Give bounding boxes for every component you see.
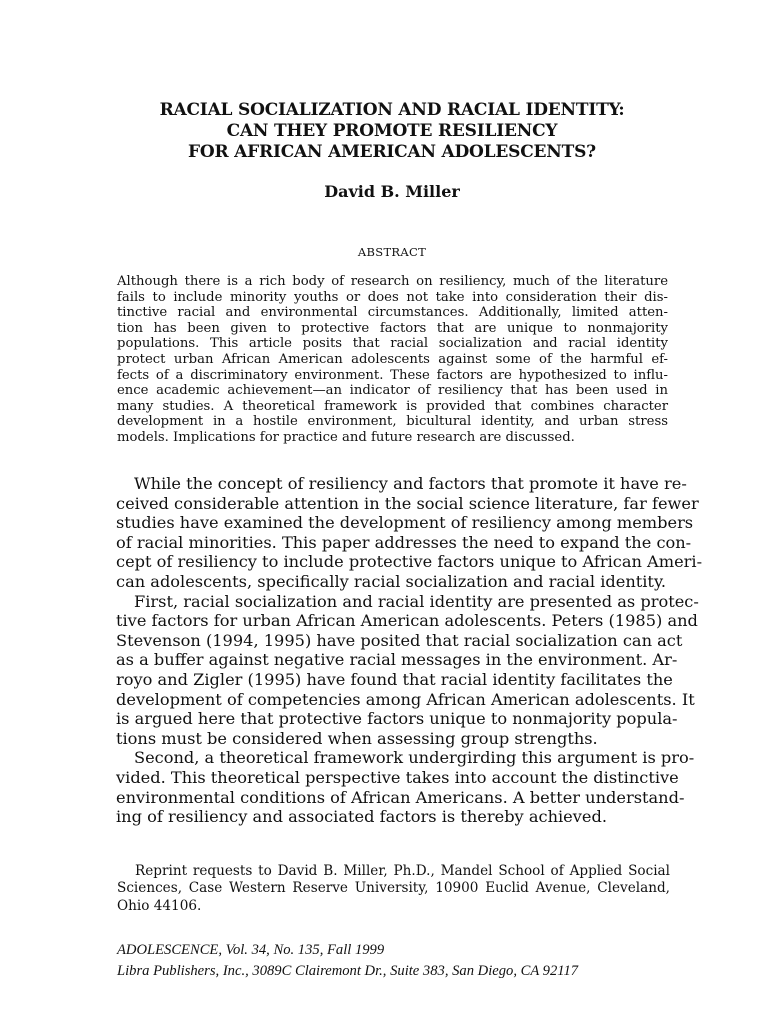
body-line: environmental conditions of African Americans. A better understand-	[116, 787, 685, 807]
body-line: Stevenson (1994, 1995) have posited that racial socialization can act	[116, 630, 683, 650]
abstract-line: fects of a discriminatory environment. These factors are hypothesized to influ-	[117, 367, 668, 383]
author-name: David B. Miller	[324, 182, 460, 201]
title-line: FOR AFRICAN AMERICAN ADOLESCENTS?	[188, 142, 596, 162]
body-line: tive factors for urban African American adolescents. Peters (1985) and	[116, 611, 698, 631]
journal-issue: ADOLESCENCE, Vol. 34, No. 135, Fall 1999	[117, 942, 385, 958]
body-line: as a buffer against negative racial messages in the environment. Ar-	[116, 650, 678, 670]
abstract-line: populations. This article posits that racial socialization and racial identity	[117, 336, 668, 352]
abstract-line: models. Implications for practice and future research are discussed.	[117, 429, 575, 445]
body-line: studies have examined the development of resiliency among members	[116, 513, 694, 533]
body-line: development of competencies among African American adolescents. It	[116, 689, 695, 709]
abstract-line: tion has been given to protective factors that are unique to nonmajority	[117, 320, 668, 336]
abstract-line: ence academic achievement—an indicator of resiliency that has been used in	[117, 383, 668, 399]
abstract-line: protect urban African American adolescents against some of the harmful ef-	[117, 351, 668, 367]
body-line: ceived considerable attention in the social science literature, far fewer	[116, 493, 699, 513]
title-line: RACIAL SOCIALIZATION AND RACIAL IDENTITY:	[159, 100, 625, 120]
journal-citation	[117, 940, 677, 982]
abstract-line: tinctive racial and environmental circumstances. Additionally, limited atten-	[117, 305, 668, 321]
reprint-footnote	[117, 863, 670, 915]
body-line: of racial minorities. This paper addresses the need to expand the con-	[116, 532, 692, 552]
abstract-text	[117, 274, 668, 446]
body-line: royo and Zigler (1995) have found that racial identity facilitates the	[116, 669, 673, 689]
body-line: vided. This theoretical perspective takes into account the distinctive	[116, 767, 679, 787]
body-text	[116, 474, 703, 827]
body-line: tions must be considered when assessing group strengths.	[116, 728, 598, 748]
footnote-line: Reprint requests to David B. Miller, Ph.D., Mandel School of Applied Social	[135, 863, 670, 879]
publisher-address: Libra Publishers, Inc., 3089C Clairemont Dr., Suite 383, San Diego, CA 92117	[117, 963, 579, 979]
body-line: ing of resiliency and associated factors is thereby achieved.	[116, 807, 607, 827]
title-line: CAN THEY PROMOTE RESILIENCY	[226, 121, 558, 141]
abstract-heading: ABSTRACT	[357, 245, 427, 259]
abstract-line: fails to include minority youths or does not take into consideration their dis-	[117, 289, 668, 305]
abstract-line: Although there is a rich body of research on resiliency, much of the literature	[117, 274, 668, 289]
body-line: is argued here that protective factors unique to nonmajority popula-	[116, 709, 678, 729]
body-line: cept of resiliency to include protective factors unique to African Ameri-	[116, 552, 703, 572]
body-line: First, racial socialization and racial identity are presented as protec-	[134, 591, 699, 611]
abstract-line: development in a hostile environment, bicultural identity, and urban stress	[117, 414, 668, 430]
body-line: Second, a theoretical framework undergirding this argument is pro-	[134, 748, 695, 768]
footnote-line: Ohio 44106.	[117, 897, 202, 914]
footnote-line: Sciences, Case Western Reserve University, 10900 Euclid Avenue, Cleveland,	[117, 880, 670, 897]
body-line: can adolescents, specifically racial socialization and racial identity.	[116, 571, 667, 591]
abstract-line: many studies. A theoretical framework is provided that combines character	[117, 398, 668, 414]
body-line: While the concept of resiliency and factors that promote it have re-	[134, 474, 687, 493]
article-title	[100, 100, 684, 163]
